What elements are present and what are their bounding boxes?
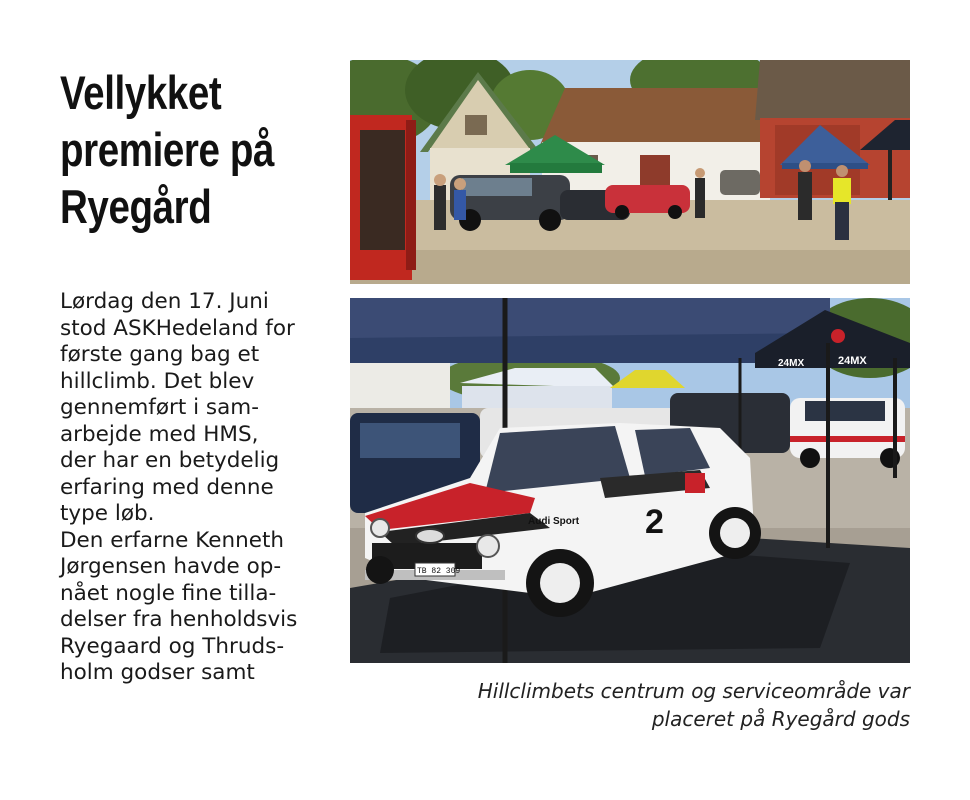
tent-brand-text-left: 24MX	[778, 358, 805, 369]
body-line: gennemført i sam-	[60, 395, 260, 420]
body-line: hillclimb. Det blev	[60, 368, 255, 394]
body-line: delser fra henholdsvis	[60, 607, 298, 632]
photo-caption	[350, 677, 910, 733]
body-line: erfaring med denne	[60, 474, 274, 500]
body-line: Den erfarne Kenneth	[60, 527, 284, 553]
caption-line: Hillclimbets centrum og serviceområde var	[477, 679, 910, 703]
body-line: holm godser samt	[60, 660, 255, 685]
body-line: stod ASKHedeland for	[60, 315, 295, 341]
body-line: første gang bag et	[60, 342, 260, 367]
headline-line: premiere på	[60, 123, 274, 176]
tent-brand-text-right: 24MX	[838, 355, 867, 367]
article-headline	[60, 64, 298, 235]
body-line: der har en betydelig	[60, 448, 280, 473]
headline-line: Vellykket	[60, 66, 222, 119]
headline-line: Ryegård	[60, 180, 212, 233]
photo-rally-car-drawing	[350, 298, 910, 663]
body-line: type løb.	[60, 501, 155, 526]
photo-farmyard-drawing	[350, 60, 910, 284]
car-number-text: 2	[645, 503, 664, 541]
body-line: Ryegaard og Thruds-	[60, 633, 285, 659]
body-line: Lørdag den 17. Juni	[60, 289, 269, 314]
body-line: Jørgensen havde op-	[60, 554, 282, 579]
article-body	[60, 289, 360, 687]
caption-line: placeret på Ryegård gods	[651, 707, 910, 731]
body-line: arbejde med HMS,	[60, 421, 259, 447]
car-plate-text: TB 82 309	[417, 567, 461, 576]
photo-farmyard	[350, 60, 910, 284]
body-line: nået nogle fine tilla-	[60, 580, 277, 606]
car-sponsor-text: Audi Sport	[528, 516, 580, 527]
photo-rally-car	[350, 298, 910, 663]
